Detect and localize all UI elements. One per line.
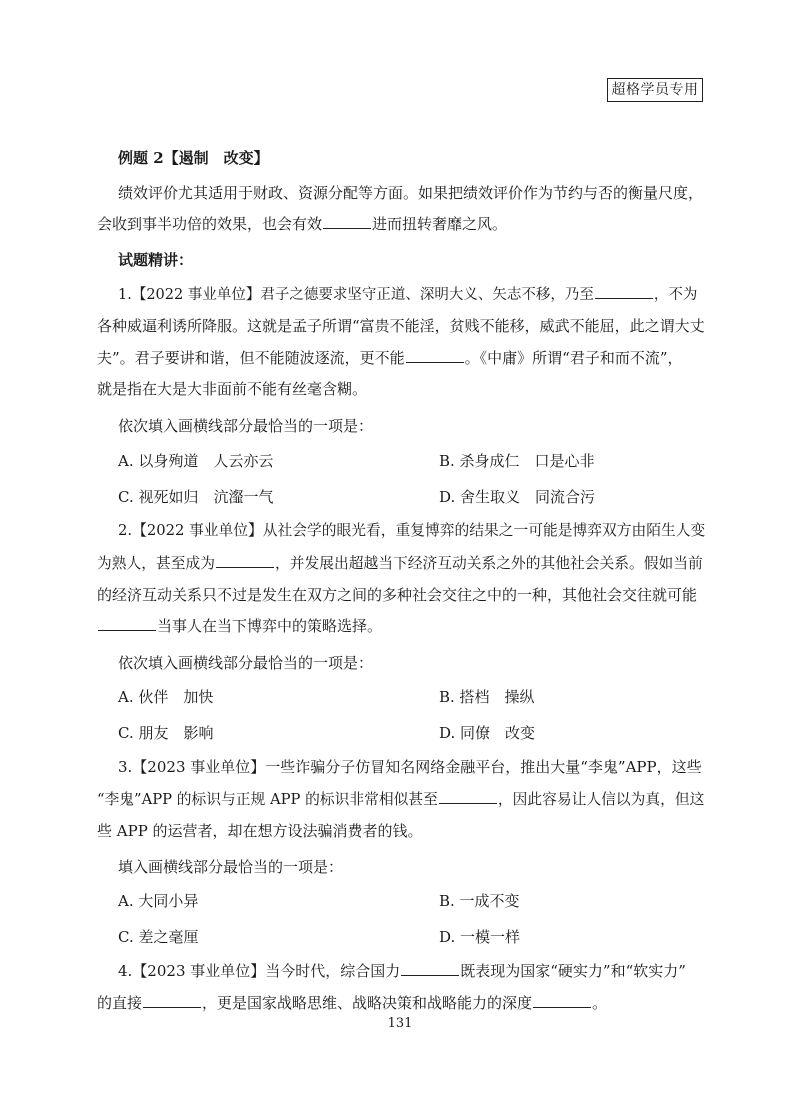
q2-line-3: 的经济互动关系只不过是发生在双方之间的多种社会交往之中的一种，其他社会交往就可能 (97, 586, 698, 604)
fill-blank (401, 961, 459, 976)
text: 夫”。君子要讲和谐，但不能随波逐流，更不能 (97, 349, 405, 367)
fill-blank (406, 348, 464, 363)
fill-blank (533, 993, 591, 1008)
q2-option-b: B. 搭档 操纵 (439, 688, 535, 706)
q2-line-4 (97, 616, 382, 636)
q3-line-2 (97, 789, 704, 810)
text: 。 (592, 994, 608, 1012)
text: ，并发展出超越当下经济互动关系之外的其他社会关系。假如当前 (275, 555, 703, 572)
q3-option-b: B. 一成不变 (439, 892, 520, 910)
page-number: 131 (387, 1016, 413, 1031)
q2-line-2 (97, 553, 703, 574)
text: “李鬼”APP 的标识与正规 APP 的标识非常相似甚至 (97, 791, 438, 808)
q3-prompt: 填入画横线部分最恰当的一项是： (118, 858, 344, 876)
q4-line-1 (118, 961, 686, 981)
q1-prompt: 依次填入画横线部分最恰当的一项是： (118, 417, 374, 435)
q3-option-a: A. 大同小异 (118, 892, 199, 910)
q3-option-d: D. 一模一样 (439, 928, 521, 946)
text: ，更是国家战略思维、战略决策和战略能力的深度 (202, 994, 533, 1012)
fill-blank (439, 789, 497, 804)
text: 的直接 (97, 994, 143, 1012)
example-line-2 (97, 214, 507, 234)
text: 会收到事半功倍的效果，也会有效 (97, 215, 323, 233)
example-title: 例题 2【遏制 改变】 (118, 149, 269, 167)
q2-option-d: D. 同僚 改变 (439, 724, 536, 742)
q1-option-a: A. 以身殉道 人云亦云 (118, 452, 274, 470)
q1-option-c: C. 视死如归 沆瀣一气 (118, 488, 274, 506)
text: 4.【2023 事业单位】当今时代，综合国力 (118, 962, 401, 980)
fill-blank (216, 553, 274, 568)
q1-line-1 (118, 284, 697, 305)
section-title: 试题精讲： (118, 251, 194, 269)
q2-line-1: 2.【2022 事业单位】从社会学的眼光看，重复博弈的结果之一可能是博弈双方由陌生人变 (118, 522, 706, 539)
badge-student-only: 超格学员专用 (607, 78, 703, 102)
text: 。《中庸》所谓“君子和而不流”， (464, 349, 683, 367)
text: ，因此容易让人信以为真，但这 (497, 791, 705, 808)
example-line-1: 绩效评价尤其适用于财政、资源分配等方面。如果把绩效评价作为节约与否的衡量尺度， (118, 184, 704, 202)
q4-line-2 (97, 993, 607, 1013)
text: 既表现为国家“硬实力”和“软实力” (460, 962, 686, 980)
fill-blank (595, 284, 653, 299)
text: 1.【2022 事业单位】君子之德要求坚守正道、深明大义、矢志不移，乃至 (118, 287, 594, 303)
q1-line-2: 各种威逼利诱所降服。这就是孟子所谓“富贵不能淫，贫贱不能移，威武不能屈，此之谓大丈 (97, 317, 705, 335)
q3-line-1: 3.【2023 事业单位】一些诈骗分子仿冒知名网络金融平台，推出大量“李鬼”APP，这些 (118, 758, 702, 776)
fill-blank (98, 616, 156, 631)
q2-option-c: C. 朋友 影响 (118, 724, 214, 742)
text: 当事人在当下博弈中的策略选择。 (157, 617, 383, 635)
q3-line-3: 些 APP 的运营者，却在想方设法骗消费者的钱。 (97, 822, 423, 840)
text: ，不为 (653, 287, 698, 303)
q2-prompt: 依次填入画横线部分最恰当的一项是： (118, 654, 374, 672)
q3-option-c: C. 差之毫厘 (118, 928, 199, 946)
q2-option-a: A. 伙伴 加快 (118, 688, 214, 706)
q1-line-3 (97, 348, 683, 368)
fill-blank (323, 214, 371, 229)
text: 为熟人，甚至成为 (97, 555, 215, 572)
text: 进而扭转奢靡之风。 (372, 215, 508, 233)
q1-option-b: B. 杀身成仁 口是心非 (439, 452, 595, 470)
q1-option-d: D. 舍生取义 同流合污 (439, 488, 596, 506)
q1-line-4: 就是指在大是大非面前不能有丝毫含糊。 (97, 380, 368, 398)
fill-blank (143, 993, 201, 1008)
